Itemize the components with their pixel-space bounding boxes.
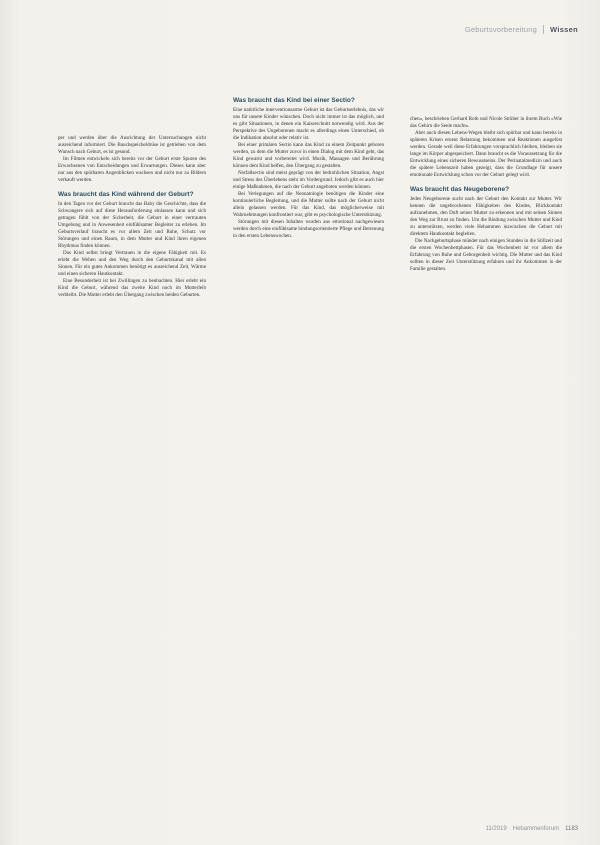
paragraph: Eine Besonderheit ist bei Zwillingen zu beobachten. Hier erlebt ein Kind die Geburt, während das zweite Kind noch im Mutterleib verbleibt. Die Mutter erlebt den Übergang zwischen beiden Geburten.	[58, 278, 206, 298]
paragraph: Bei einer primären Sectio kann das Kind zu einem Zeitpunkt geboren werden, zu dem die Mutter zuvor in einen Dialog mit dem Kind geht, das Kind gewarnt und vorbereitet wird. Musik, Massagen und Berührung können dem Kind helfen, den Übergang zu gestalten.	[233, 142, 384, 169]
running-header-divider	[543, 25, 544, 34]
paragraph: Das Kind selbst bringt Vertrauen in die eigene Fähigkeit mit. Es erlebt die Wehen und den Weg durch den Geburtskanal mit allen Sinnen. Für ein gutes Ankommen benötigt es ausreichend Zeit, Wärme und einen sicheren Hautkontakt.	[58, 250, 206, 277]
paragraph: Jedes Neugeborene sucht nach der Geburt den Kontakt zur Mutter. Wir kennen die ungebrochenen Fähigkeiten des Kindes, Blickkontakt aufzunehmen, den Duft seiner Mutter zu erkennen und mit seinen Sinnen den Weg zur Brust zu finden. Um die Bindung zwischen Mutter und Kind zu unterstützen, werden viele Hebammen inzwischen die Geburt mit direktem Hautkontakt begleiten.	[410, 196, 562, 237]
paragraph: Im Filmen entwickeln sich bereits vor der Geburt erste Spuren des Erwachsenen von Entscheidungen und Erwartungen. Dieses kann aber nur aus den spürbaren Augenblicken wachsen und nicht nur zu Bildern verkauft werden.	[58, 156, 206, 183]
paragraph: In den Tagen vor der Geburt braucht das Baby die Geschichte, dass die Schwangere sich auf diese Herausforderung einlassen kann und sich getragen fühlt von der Sicherheit, die Geburt in einer vertrauten Umgebung und in Anwesenheit einfühlsamer Begleiter zu erleben. Im Geburtsverlauf braucht es vor allem Zeit und Ruhe, Schutz vor Störungen und einen Raum, in dem Mutter und Kind ihren eigenen Rhythmus finden können.	[58, 201, 206, 249]
running-header	[465, 22, 578, 36]
footer-journal: Hebammenforum	[512, 826, 560, 832]
running-header-tag: Wissen	[550, 24, 578, 34]
page-footer	[485, 826, 578, 832]
paragraph: Eine natürliche interventionsarme Geburt ist das Geburtserlebnis, das wir uns für unsere Kinder wünschen. Doch nicht immer ist das möglich, und es gibt Situationen, in denen ein Kaiserschnitt notwendig wird. Aus der Perspektive des Ungeborenen macht es allerdings einen Unterschied, ob die Indikation absolut oder relativ ist.	[233, 107, 384, 141]
column-middle	[233, 97, 384, 240]
column-left	[58, 135, 206, 299]
footer-issue: 11/2019	[485, 826, 507, 832]
paragraph: Notfallsectio sind meist geprägt von der bedrohlichen Situation, Angst und Stress des Überlebens steht im Vordergrund. Jedoch gibt es auch hier einige Maßnahmen, die nach der Geburt angeboten werden können.	[233, 170, 384, 190]
paragraph: per und werden über die Ausrichtung der Untersuchungen nicht ausreichend informiert. Die Bauchspeicheldrüse ist getrieben von dem Wunsch nach Geburt, es ist gesund.	[58, 135, 206, 155]
paragraph: Aber auch diesen Lebens-Wegen bleibt sich spürbar und kann bereits in späteren Krisen erneut Belastung bekommen und Reaktionen ausgelöst werden. Gerade weil diese Erfahrungen vorsprachlich bleiben, bleiben sie lange im Körper abgespeichert. Dann braucht es die Voraussetzung für die Entwicklung eines sicheren Bewusstseins. Der Perinatalmedizin und auch die spätere Lebenszeit haben gezeigt, dass die Grundlage für unsere emotionale Entwicklung schon vor der Geburt gelegt wird.	[410, 130, 562, 178]
paragraph: Die Nachgeburtsphase mündet nach einigen Stunden in die Stillzeit und die ersten Wochenbettphasen. Für das Wochenbett ist vor allem die Erfahrung von Ruhe und Geborgenheit wichtig. Die Mutter und das Kind sollten in dieser Zeit Unterstützung erfahren und ihr Ankommen in der Familie gestalten.	[410, 238, 562, 272]
subheading-newborn: Was braucht das Neugeborene?	[410, 186, 510, 193]
running-header-section: Geburtsvorbereitung	[464, 24, 537, 34]
column-right	[410, 116, 562, 273]
subheading-sectio: Was braucht das Kind bei einer Sectio?	[233, 97, 355, 104]
paragraph: Bei Verlegungen auf die Neonatologie benötigen die Kinder eine kontinuierliche Begleitung, und die Mutter sollte nach der Geburt nicht allein gelassen werden. Für das Kind, das möglicherweise mit Wahrnehmungen konfrontiert war, gibt es psychologische Unterstützung.	[233, 191, 384, 218]
paragraph: chen«, beschrieben Gerhard Roth und Nicole Strüber in ihrem Buch »Wie das Gehirn die Seele macht«.	[410, 116, 562, 129]
paragraph: Störungen mit diesen Inhalten wurden aus emotional nachgewiesen werden durch eine einfühlsame bindungsorientierte Pflege und Betreuung in den ersten Lebenswochen.	[233, 219, 384, 239]
subheading-birth: Was braucht das Kind während der Geburt?	[58, 191, 194, 198]
page-number: 1183	[565, 826, 578, 832]
